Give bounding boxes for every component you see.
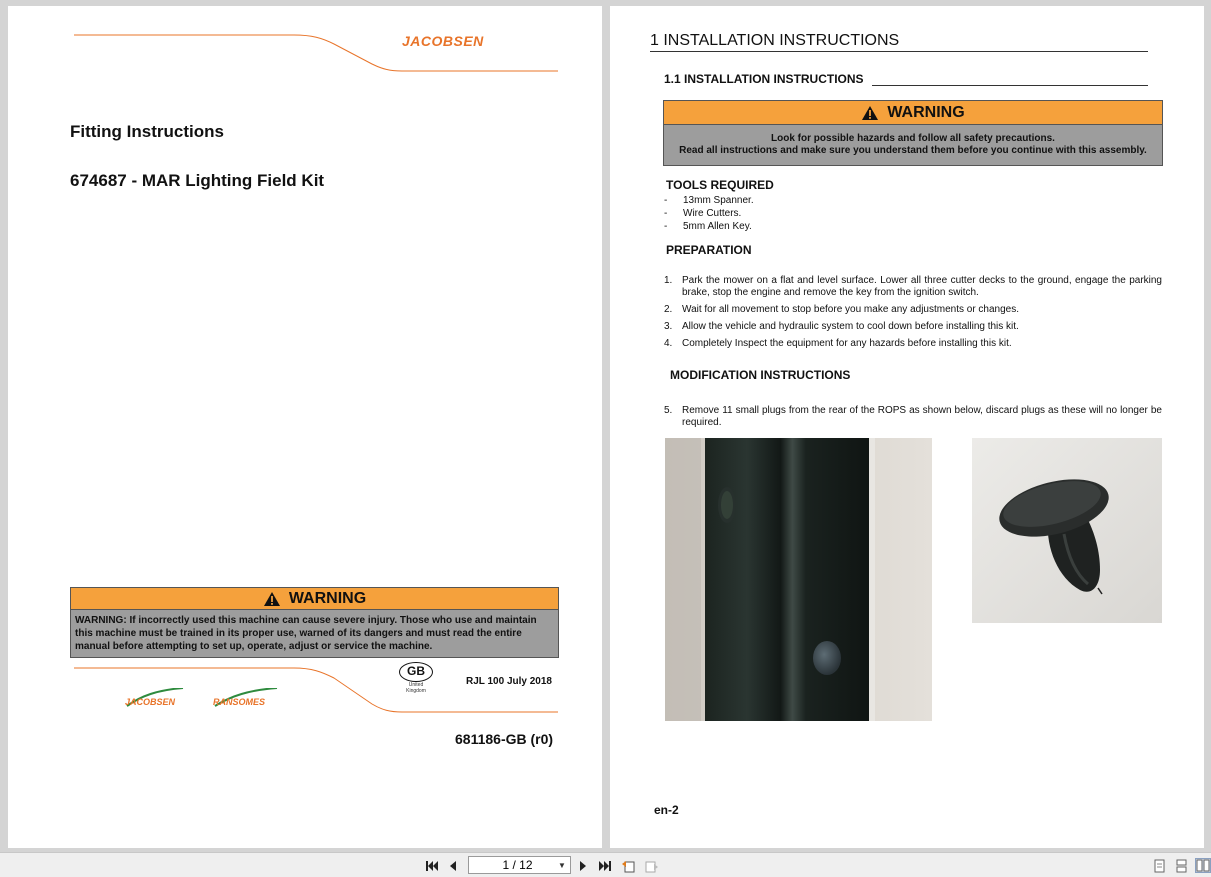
preparation-steps [664, 275, 1162, 355]
viewer-toolbar [0, 852, 1211, 877]
first-page-icon [425, 860, 439, 872]
page-label: en-2 [654, 803, 679, 817]
go-back-view-icon [621, 859, 636, 873]
cover-warning-box [70, 587, 559, 658]
revision-label: RJL 100 July 2018 [466, 676, 552, 687]
go-forward-view-icon [644, 859, 659, 873]
country-name-line-2: Kingdom [406, 688, 426, 694]
step-text: Park the mower on a flat and level surface. Lower all three cutter decks to the ground, engage the parking brake, stop the engine and remove the key from the ignition switch. [682, 275, 1162, 298]
two-page-view-button[interactable] [1195, 858, 1211, 873]
step-text: Completely Inspect the equipment for any hazards before installing this kit. [682, 338, 1012, 349]
warning-triangle-icon [861, 105, 879, 121]
install-warning-heading: WARNING [887, 103, 965, 121]
step-number: 1. [664, 275, 673, 286]
step-number: 5. [664, 405, 673, 416]
section-heading-1-1 [664, 72, 1148, 86]
install-warning-box [663, 100, 1163, 166]
previous-page-button[interactable] [446, 858, 460, 873]
list-item [664, 321, 1162, 333]
ransomes-footer-logo [211, 688, 281, 712]
modification-steps [664, 405, 1162, 434]
install-warning-text [664, 125, 1162, 165]
section-heading-1: 1 INSTALLATION INSTRUCTIONS [650, 32, 1148, 52]
single-page-view-button[interactable] [1152, 858, 1166, 873]
step-number: 4. [664, 338, 673, 349]
list-item [664, 275, 1162, 299]
two-page-icon [1196, 859, 1210, 872]
step-text: Wait for all movement to stop before you make any adjustments or changes. [682, 304, 1020, 315]
install-warning-line-2: Read all instructions and make sure you understand them before you continue with this assembly. [679, 145, 1147, 156]
list-item [664, 304, 1162, 316]
tools-heading: TOOLS REQUIRED [666, 178, 774, 192]
heading-rule [872, 76, 1148, 86]
document-number: 681186-GB (r0) [455, 731, 554, 747]
section-heading-1-1-text: 1.1 INSTALLATION INSTRUCTIONS [664, 72, 864, 86]
jacobsen-footer-logo [123, 688, 187, 712]
document-type-title: Fitting Instructions [70, 122, 224, 141]
go-back-view-button[interactable] [620, 858, 636, 873]
tools-list [664, 194, 754, 233]
plug-photo [972, 438, 1162, 623]
warning-triangle-icon [263, 591, 281, 607]
list-item: - Wire Cutters. [664, 208, 742, 219]
list-item [664, 405, 1162, 429]
header-swoosh-line [72, 32, 560, 74]
cover-warning-header [71, 588, 558, 610]
list-item [664, 338, 1162, 350]
next-page-icon [578, 860, 588, 872]
document-page-2 [610, 6, 1204, 848]
step-number: 2. [664, 304, 673, 315]
document-page-1 [8, 6, 602, 848]
preparation-heading: PREPARATION [666, 243, 752, 257]
single-page-icon [1154, 859, 1165, 873]
go-forward-view-button[interactable] [643, 858, 659, 873]
tool-name: Wire Cutters. [683, 208, 742, 219]
country-name-line-1: United [408, 682, 424, 688]
first-page-button[interactable] [424, 858, 440, 873]
country-code-oval [399, 662, 433, 682]
tool-name: 13mm Spanner. [683, 195, 754, 206]
continuous-view-button[interactable] [1174, 858, 1188, 873]
kit-title: 674687 - MAR Lighting Field Kit [70, 171, 325, 190]
page-number-select[interactable] [468, 856, 571, 874]
step-number: 3. [664, 321, 673, 332]
previous-page-icon [448, 860, 458, 872]
list-item: - 5mm Allen Key. [664, 221, 752, 232]
install-warning-line-1: Look for possible hazards and follow all safety precautions. [771, 133, 1055, 144]
chevron-down-icon: ▼ [558, 860, 566, 870]
tool-name: 5mm Allen Key. [683, 221, 752, 232]
jacobsen-footer-text: JACOBSEN [125, 697, 176, 707]
country-code: GB [407, 664, 425, 678]
next-page-button[interactable] [576, 858, 590, 873]
rops-photo [665, 438, 932, 721]
last-page-icon [598, 860, 612, 872]
country-badge [398, 662, 434, 702]
step-text: Allow the vehicle and hydraulic system to cool down before installing this kit. [682, 321, 1019, 332]
step-text: Remove 11 small plugs from the rear of the ROPS as shown below, discard plugs as these will no longer be required. [682, 405, 1162, 428]
cover-warning-text: WARNING: If incorrectly used this machine can cause severe injury. Those who use and maintain this machine must be trained in its proper use, warned of its dangers and must read the entire manual before attempting to set up, operate, adjust or service the machine. [71, 610, 558, 657]
page-number-value: 1 / 12 [502, 858, 533, 872]
ransomes-footer-text: RANSOMES [213, 697, 266, 707]
install-warning-header [664, 101, 1162, 125]
cover-warning-heading: WARNING [288, 589, 367, 607]
list-item: - 13mm Spanner. [664, 195, 754, 206]
last-page-button[interactable] [597, 858, 613, 873]
jacobsen-logo: JACOBSEN [402, 33, 484, 49]
modification-heading: MODIFICATION INSTRUCTIONS [670, 368, 851, 382]
continuous-page-icon [1176, 859, 1187, 873]
